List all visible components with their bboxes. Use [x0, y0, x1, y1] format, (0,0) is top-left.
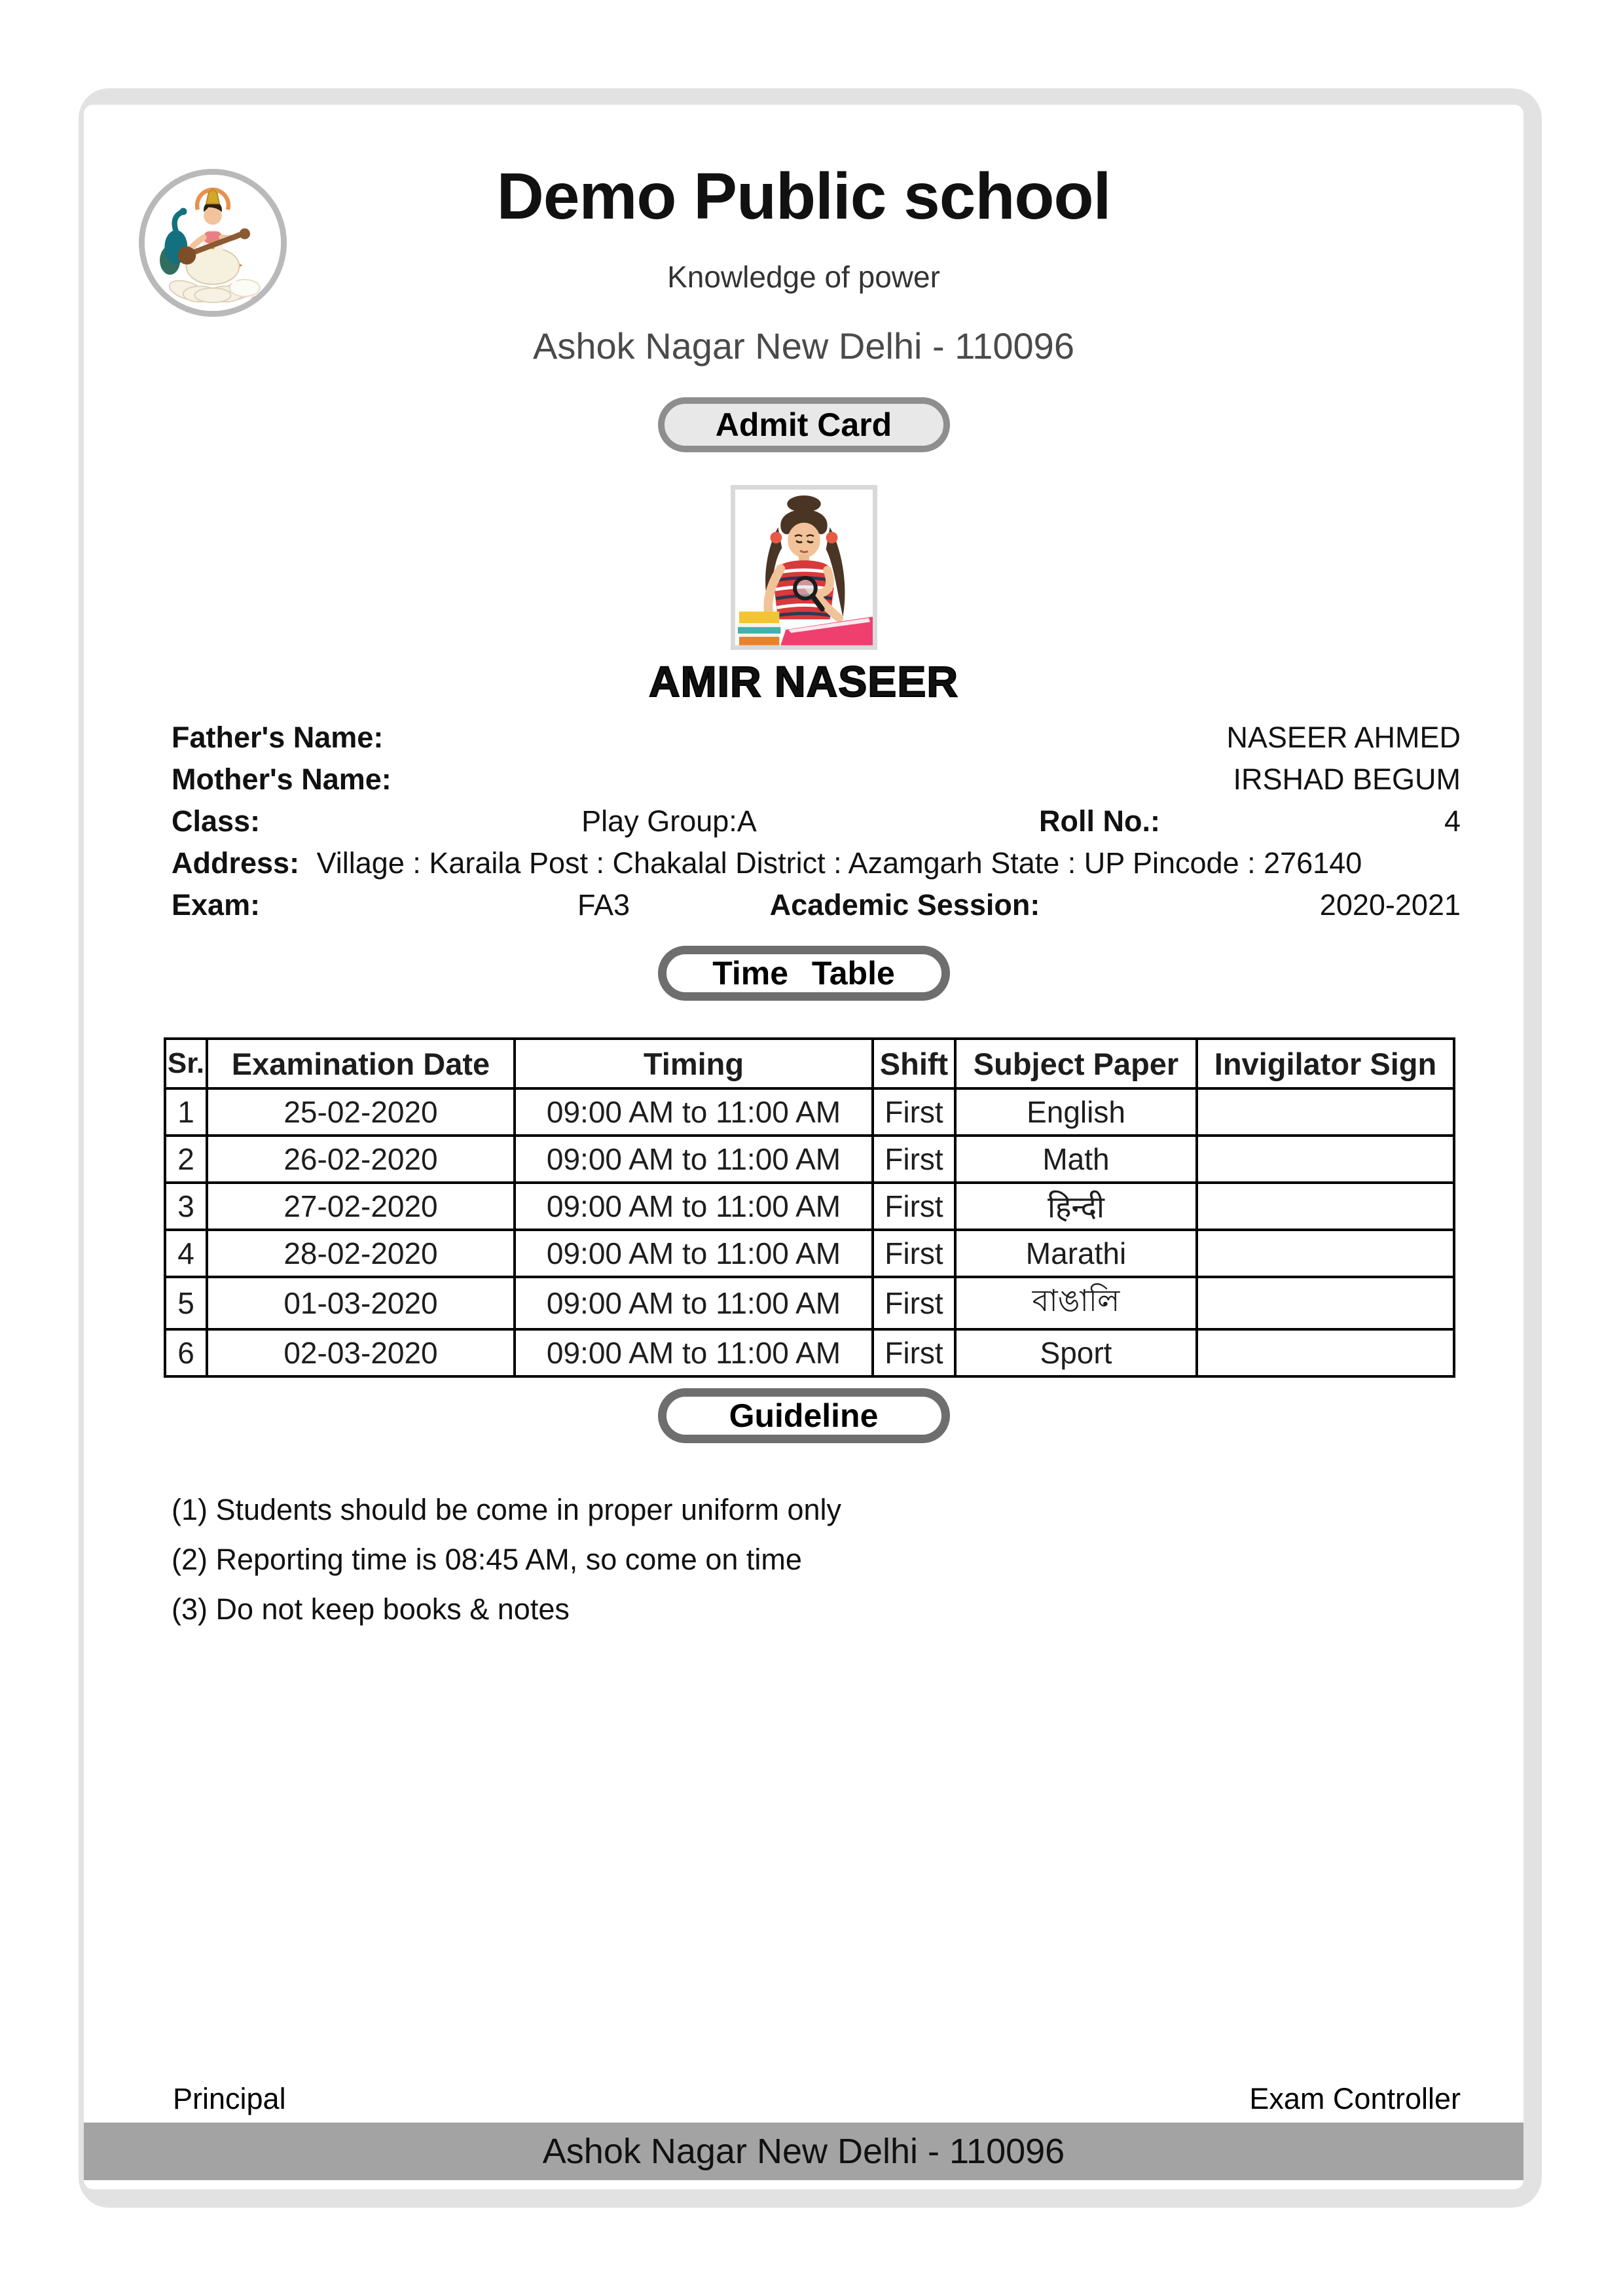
cell-timing: 09:00 AM to 11:00 AM	[515, 1277, 873, 1329]
time-table-badge[interactable]: Time Table	[658, 946, 950, 1001]
exam-label: Exam:	[172, 888, 261, 922]
col-header-invigilator: Invigilator Sign	[1197, 1039, 1454, 1088]
father-name-value: NASEER AHMED	[1226, 721, 1461, 754]
student-details	[172, 717, 1461, 926]
cell-timing: 09:00 AM to 11:00 AM	[515, 1329, 873, 1376]
cell-timing: 09:00 AM to 11:00 AM	[515, 1230, 873, 1277]
roll-no-value: 4	[1444, 804, 1461, 838]
cell-date: 27-02-2020	[207, 1183, 515, 1230]
exam-controller-sign-label: Exam Controller	[1249, 2082, 1461, 2115]
timetable-row	[165, 1088, 1454, 1136]
footer-address-bar	[84, 2123, 1523, 2180]
school-name: Demo Public school	[496, 160, 1111, 233]
detail-row-mother	[172, 759, 1461, 800]
father-name-label: Father's Name:	[172, 721, 384, 754]
class-label: Class:	[172, 804, 261, 838]
cell-date: 02-03-2020	[207, 1329, 515, 1376]
cell-shift: First	[873, 1088, 955, 1136]
guideline-item: (1) Students should be come in proper uniform only	[172, 1493, 842, 1526]
timetable-row	[165, 1183, 1454, 1230]
cell-invigilator-sign	[1197, 1230, 1454, 1277]
principal-sign-label: Principal	[173, 2082, 286, 2115]
cell-timing: 09:00 AM to 11:00 AM	[515, 1183, 873, 1230]
detail-row-father	[172, 717, 1461, 759]
col-header-subject: Subject Paper	[955, 1039, 1197, 1088]
cell-subject: English	[955, 1088, 1197, 1136]
blank-space	[84, 1634, 1523, 2082]
timetable-row	[165, 1329, 1454, 1376]
exam-value: FA3	[577, 888, 630, 922]
cell-invigilator-sign	[1197, 1277, 1454, 1329]
detail-row-class	[172, 800, 1461, 842]
footer-address-text: Ashok Nagar New Delhi - 110096	[542, 2132, 1065, 2171]
academic-session-value: 2020-2021	[1319, 888, 1461, 922]
timetable-row	[165, 1230, 1454, 1277]
school-tagline: Knowledge of power	[667, 260, 940, 294]
cell-date: 01-03-2020	[207, 1277, 515, 1329]
detail-row-address	[172, 842, 1461, 884]
academic-session-label: Academic Session:	[769, 888, 1040, 922]
guideline-item: (2) Reporting time is 08:45 AM, so come on time	[172, 1543, 802, 1576]
cell-shift: First	[873, 1230, 955, 1277]
timetable-row	[165, 1136, 1454, 1183]
mother-name-value: IRSHAD BEGUM	[1233, 762, 1461, 796]
cell-sr: 4	[165, 1230, 207, 1277]
cell-sr: 6	[165, 1329, 207, 1376]
cell-timing: 09:00 AM to 11:00 AM	[515, 1136, 873, 1183]
detail-row-exam	[172, 884, 1461, 926]
guideline-item: (3) Do not keep books & notes	[172, 1592, 570, 1626]
class-value: Play Group:A	[581, 804, 757, 838]
student-photo-image	[735, 490, 873, 645]
address-label: Address:	[172, 846, 300, 880]
saraswati-emblem-icon	[145, 175, 281, 311]
cell-shift: First	[873, 1136, 955, 1183]
cell-invigilator-sign	[1197, 1088, 1454, 1136]
roll-no-label: Roll No.:	[1039, 804, 1160, 838]
signature-row	[84, 2082, 1523, 2123]
guideline-badge[interactable]: Guideline	[658, 1388, 950, 1443]
cell-invigilator-sign	[1197, 1329, 1454, 1376]
cell-subject: हिन्दी	[955, 1183, 1197, 1230]
admit-card	[84, 105, 1523, 2189]
student-name: AMIR NASEER	[648, 657, 959, 706]
admit-card-badge[interactable]: Admit Card	[658, 397, 950, 452]
address-value: Village : Karaila Post : Chakalal District : Azamgarh State : UP Pincode : 276140	[316, 846, 1362, 880]
school-logo	[139, 169, 287, 317]
exam-timetable	[164, 1037, 1455, 1378]
cell-date: 28-02-2020	[207, 1230, 515, 1277]
admit-card-frame	[79, 88, 1542, 2208]
cell-timing: 09:00 AM to 11:00 AM	[515, 1088, 873, 1136]
school-address: Ashok Nagar New Delhi - 110096	[533, 325, 1074, 367]
cell-sr: 3	[165, 1183, 207, 1230]
cell-shift: First	[873, 1183, 955, 1230]
cell-invigilator-sign	[1197, 1183, 1454, 1230]
col-header-sr: Sr.	[165, 1039, 207, 1088]
col-header-exam-date: Examination Date	[207, 1039, 515, 1088]
cell-subject: Marathi	[955, 1230, 1197, 1277]
cell-sr: 2	[165, 1136, 207, 1183]
cell-subject: বাঙালি	[955, 1277, 1197, 1329]
student-photo	[731, 485, 877, 650]
cell-sr: 1	[165, 1088, 207, 1136]
col-header-shift: Shift	[873, 1039, 955, 1088]
cell-date: 26-02-2020	[207, 1136, 515, 1183]
cell-shift: First	[873, 1277, 955, 1329]
guidelines-list	[172, 1485, 1523, 1634]
cell-sr: 5	[165, 1277, 207, 1329]
col-header-timing: Timing	[515, 1039, 873, 1088]
cell-subject: Math	[955, 1136, 1197, 1183]
timetable-header-row	[165, 1039, 1454, 1088]
cell-date: 25-02-2020	[207, 1088, 515, 1136]
timetable-row	[165, 1277, 1454, 1329]
cell-shift: First	[873, 1329, 955, 1376]
cell-subject: Sport	[955, 1329, 1197, 1376]
mother-name-label: Mother's Name:	[172, 762, 392, 796]
cell-invigilator-sign	[1197, 1136, 1454, 1183]
